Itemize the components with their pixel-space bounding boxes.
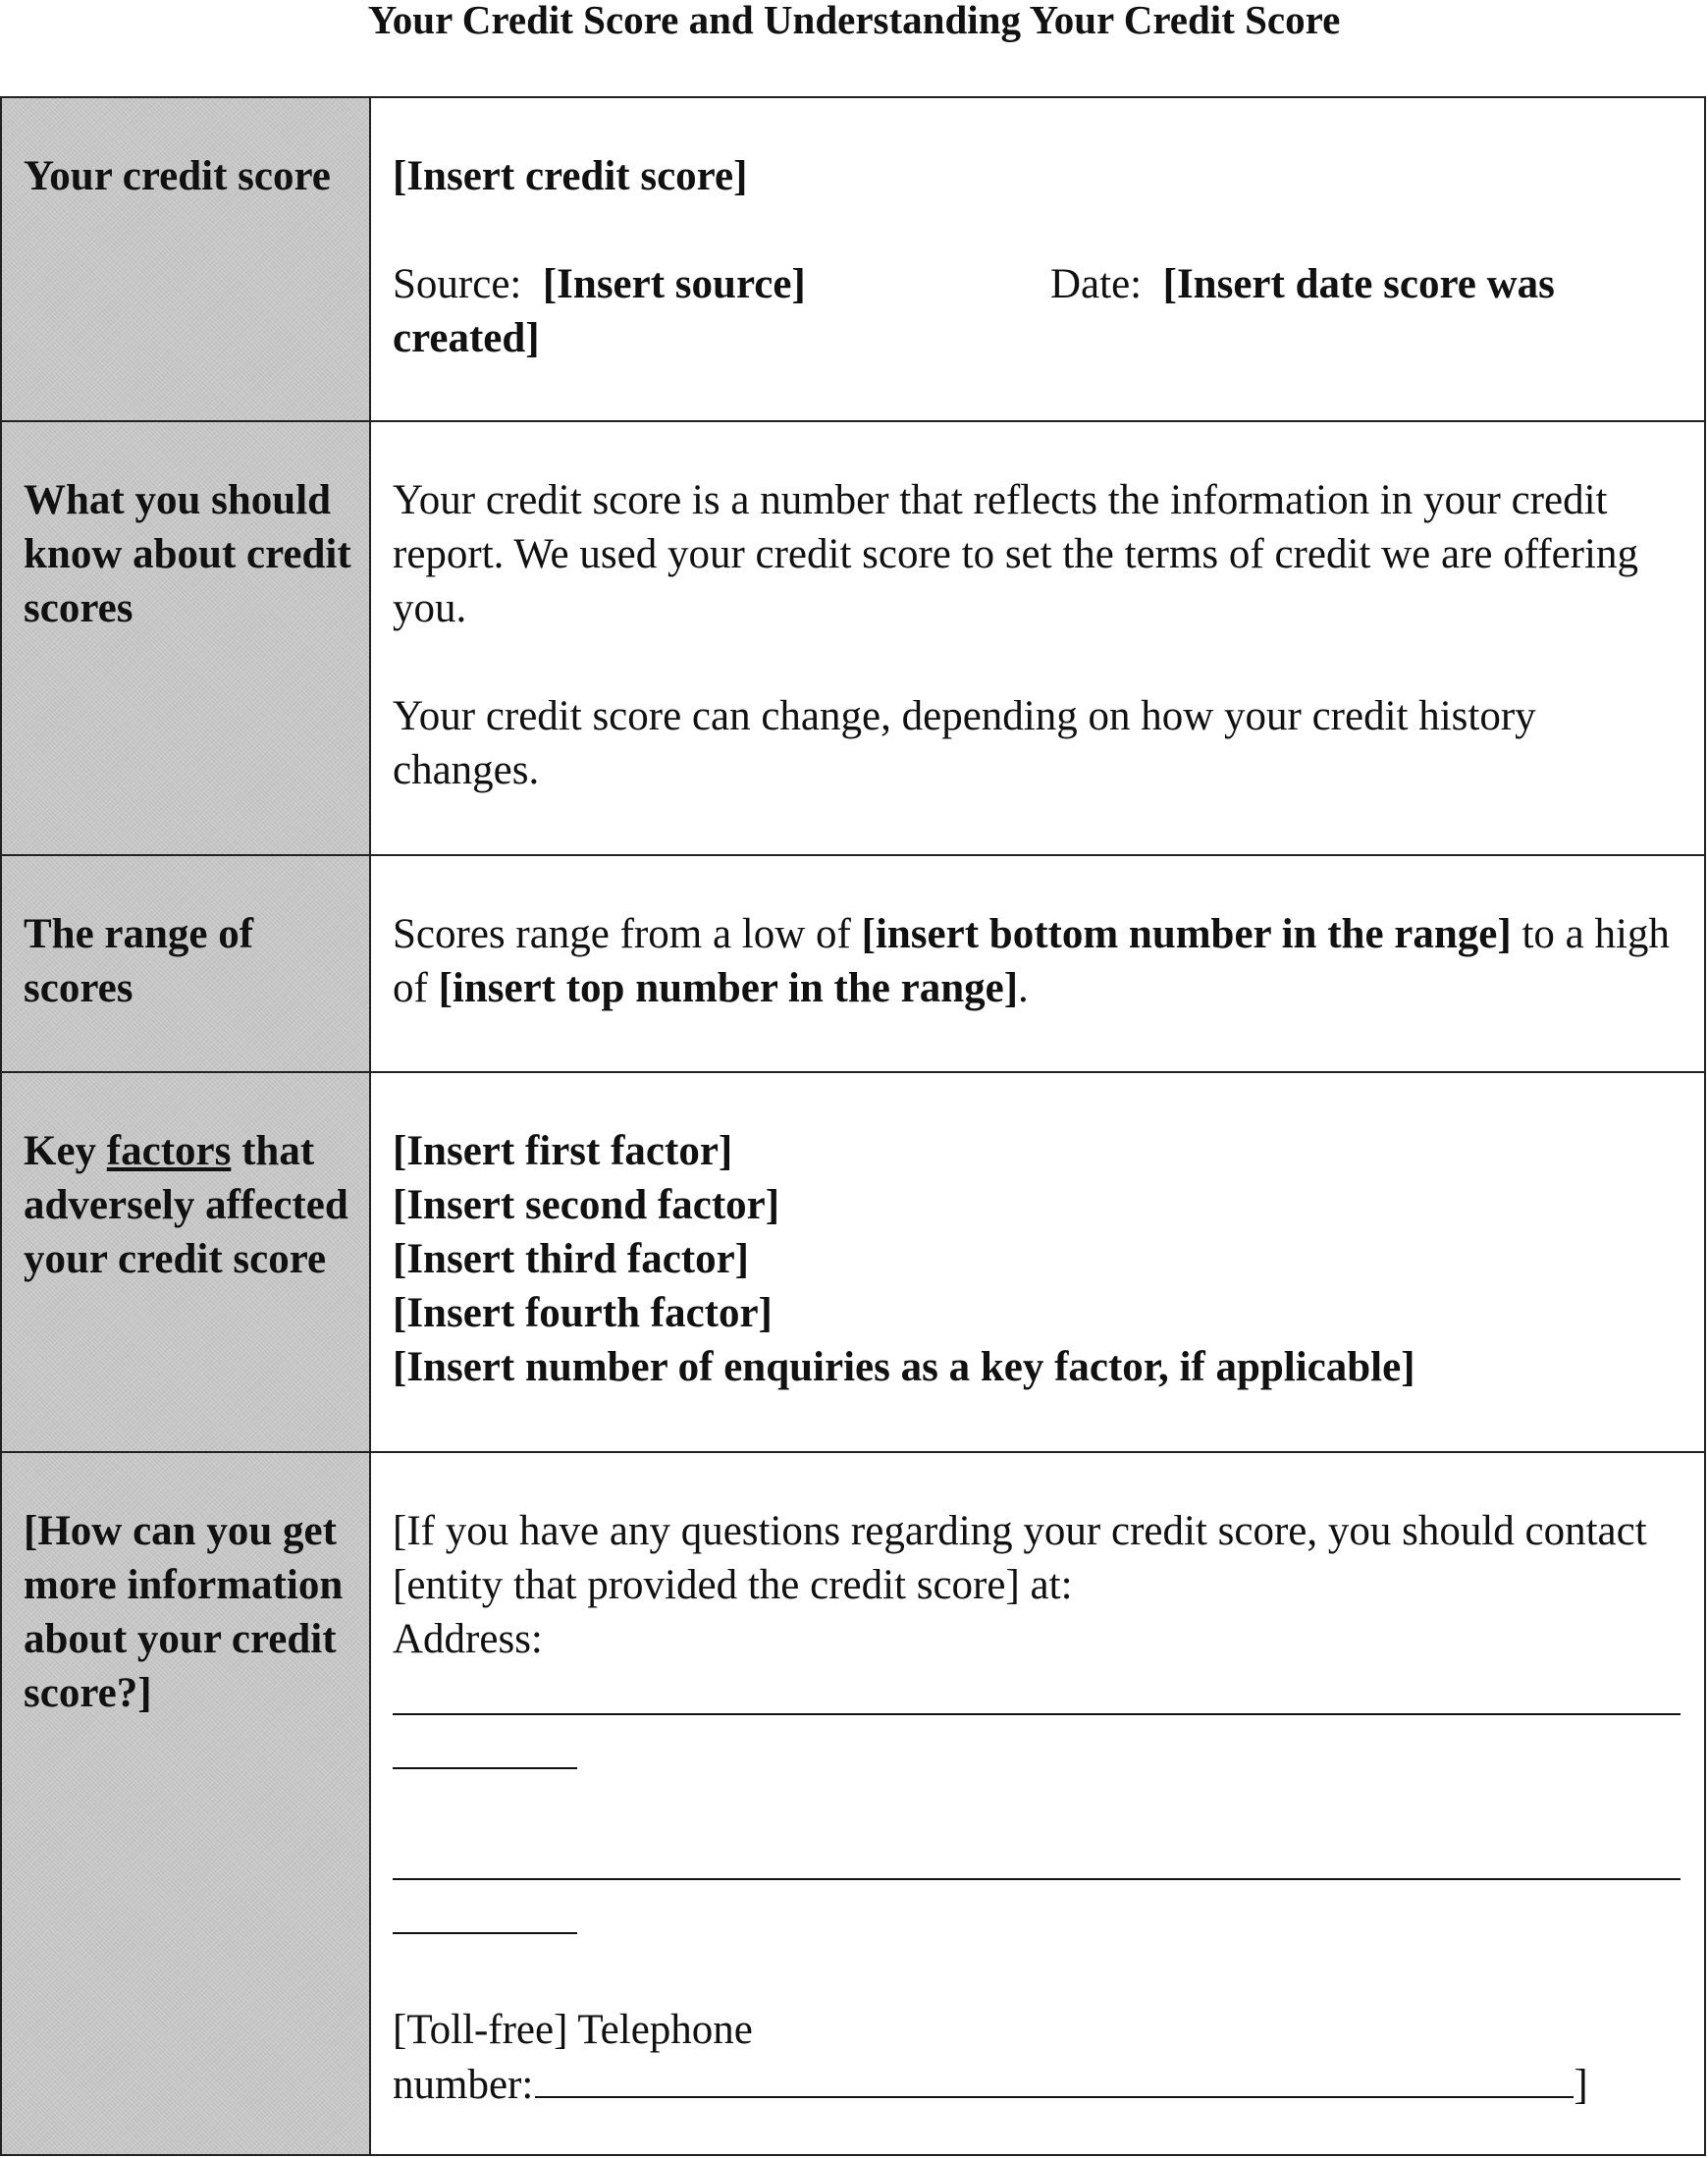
factor-list	[371, 1073, 1704, 1394]
label-part: that adversely affected your credit score	[24, 1128, 348, 1282]
range-text-part: to a high of	[393, 911, 1670, 1011]
label-cell	[1, 97, 370, 421]
address-blank-line[interactable]	[393, 1932, 577, 1934]
row-range-of-scores	[1, 855, 1705, 1072]
address-blank-line[interactable]	[393, 1878, 1681, 1880]
factors-underlined-word: factors	[106, 1128, 232, 1174]
label-cell	[1, 1452, 370, 2155]
range-text-part: .	[1018, 965, 1029, 1011]
content-cell	[370, 421, 1705, 855]
row-label	[2, 1073, 369, 1286]
label-cell	[1, 855, 370, 1072]
document-title: Your Credit Score and Understanding Your Credit Score	[367, 0, 1341, 42]
address-blank-line[interactable]	[393, 1713, 1681, 1715]
date-label: Date:	[1050, 261, 1143, 307]
bottom-range-placeholder: [insert bottom number in the range]	[861, 911, 1512, 957]
row-label: What you should know about credit scores	[24, 477, 351, 631]
phone-closing-bracket: ]	[1574, 2062, 1588, 2108]
range-text-part: Scores range from a low of	[393, 911, 862, 957]
content-cell	[370, 855, 1705, 1072]
factor-item: [Insert first factor]	[393, 1128, 733, 1174]
phone-line	[393, 2057, 1684, 2112]
row-more-information	[1, 1452, 1705, 2155]
date-group	[1050, 257, 1555, 311]
address-label: Address:	[393, 1616, 543, 1662]
source-label: Source:	[393, 261, 522, 307]
factor-item: [Insert number of enquiries as a key factor, if applicable]	[393, 1344, 1415, 1390]
factor-item: [Insert second factor]	[393, 1182, 780, 1228]
row-what-you-should-know	[1, 421, 1705, 855]
source-placeholder: [Insert source]	[542, 261, 806, 307]
credit-score-placeholder: [Insert credit score]	[393, 153, 748, 199]
credit-score-explanation: Your credit score is a number that reflects the information in your credit report. We used your credit score to set the terms of credit we are offering you.	[393, 477, 1638, 631]
credit-score-table	[0, 96, 1706, 2156]
content-cell	[370, 1452, 1705, 2155]
row-label: The range of scores	[24, 911, 254, 1011]
factor-item: [Insert third factor]	[393, 1236, 750, 1282]
address-blank-line[interactable]	[393, 1767, 577, 1769]
row-key-factors	[1, 1072, 1705, 1452]
label-cell	[1, 421, 370, 855]
content-cell	[370, 97, 1705, 421]
label-part: Key	[24, 1128, 107, 1174]
date-placeholder: [Insert date score was	[1162, 261, 1555, 307]
phone-label: [Toll-free] Telephone	[393, 2007, 753, 2053]
row-label: [How can you get more information about your credit score?]	[24, 1508, 344, 1716]
date-placeholder-continued: created]	[393, 315, 540, 361]
phone-label-number: number:	[393, 2062, 534, 2108]
source-date-line	[393, 257, 1684, 311]
factor-item: [Insert fourth factor]	[393, 1290, 773, 1336]
row-label: Your credit score	[24, 153, 331, 199]
row-your-credit-score	[1, 97, 1705, 421]
top-range-placeholder: [insert top number in the range]	[438, 965, 1019, 1011]
phone-blank-line[interactable]	[535, 2057, 1574, 2098]
contact-intro: [If you have any questions regarding your credit score, you should contact [entity that provided the credit score] at:	[393, 1508, 1647, 1608]
label-cell	[1, 1072, 370, 1452]
credit-score-change-note: Your credit score can change, depending on how your credit history changes.	[393, 693, 1536, 793]
content-cell	[370, 1072, 1705, 1452]
score-range-text	[393, 907, 1684, 1015]
